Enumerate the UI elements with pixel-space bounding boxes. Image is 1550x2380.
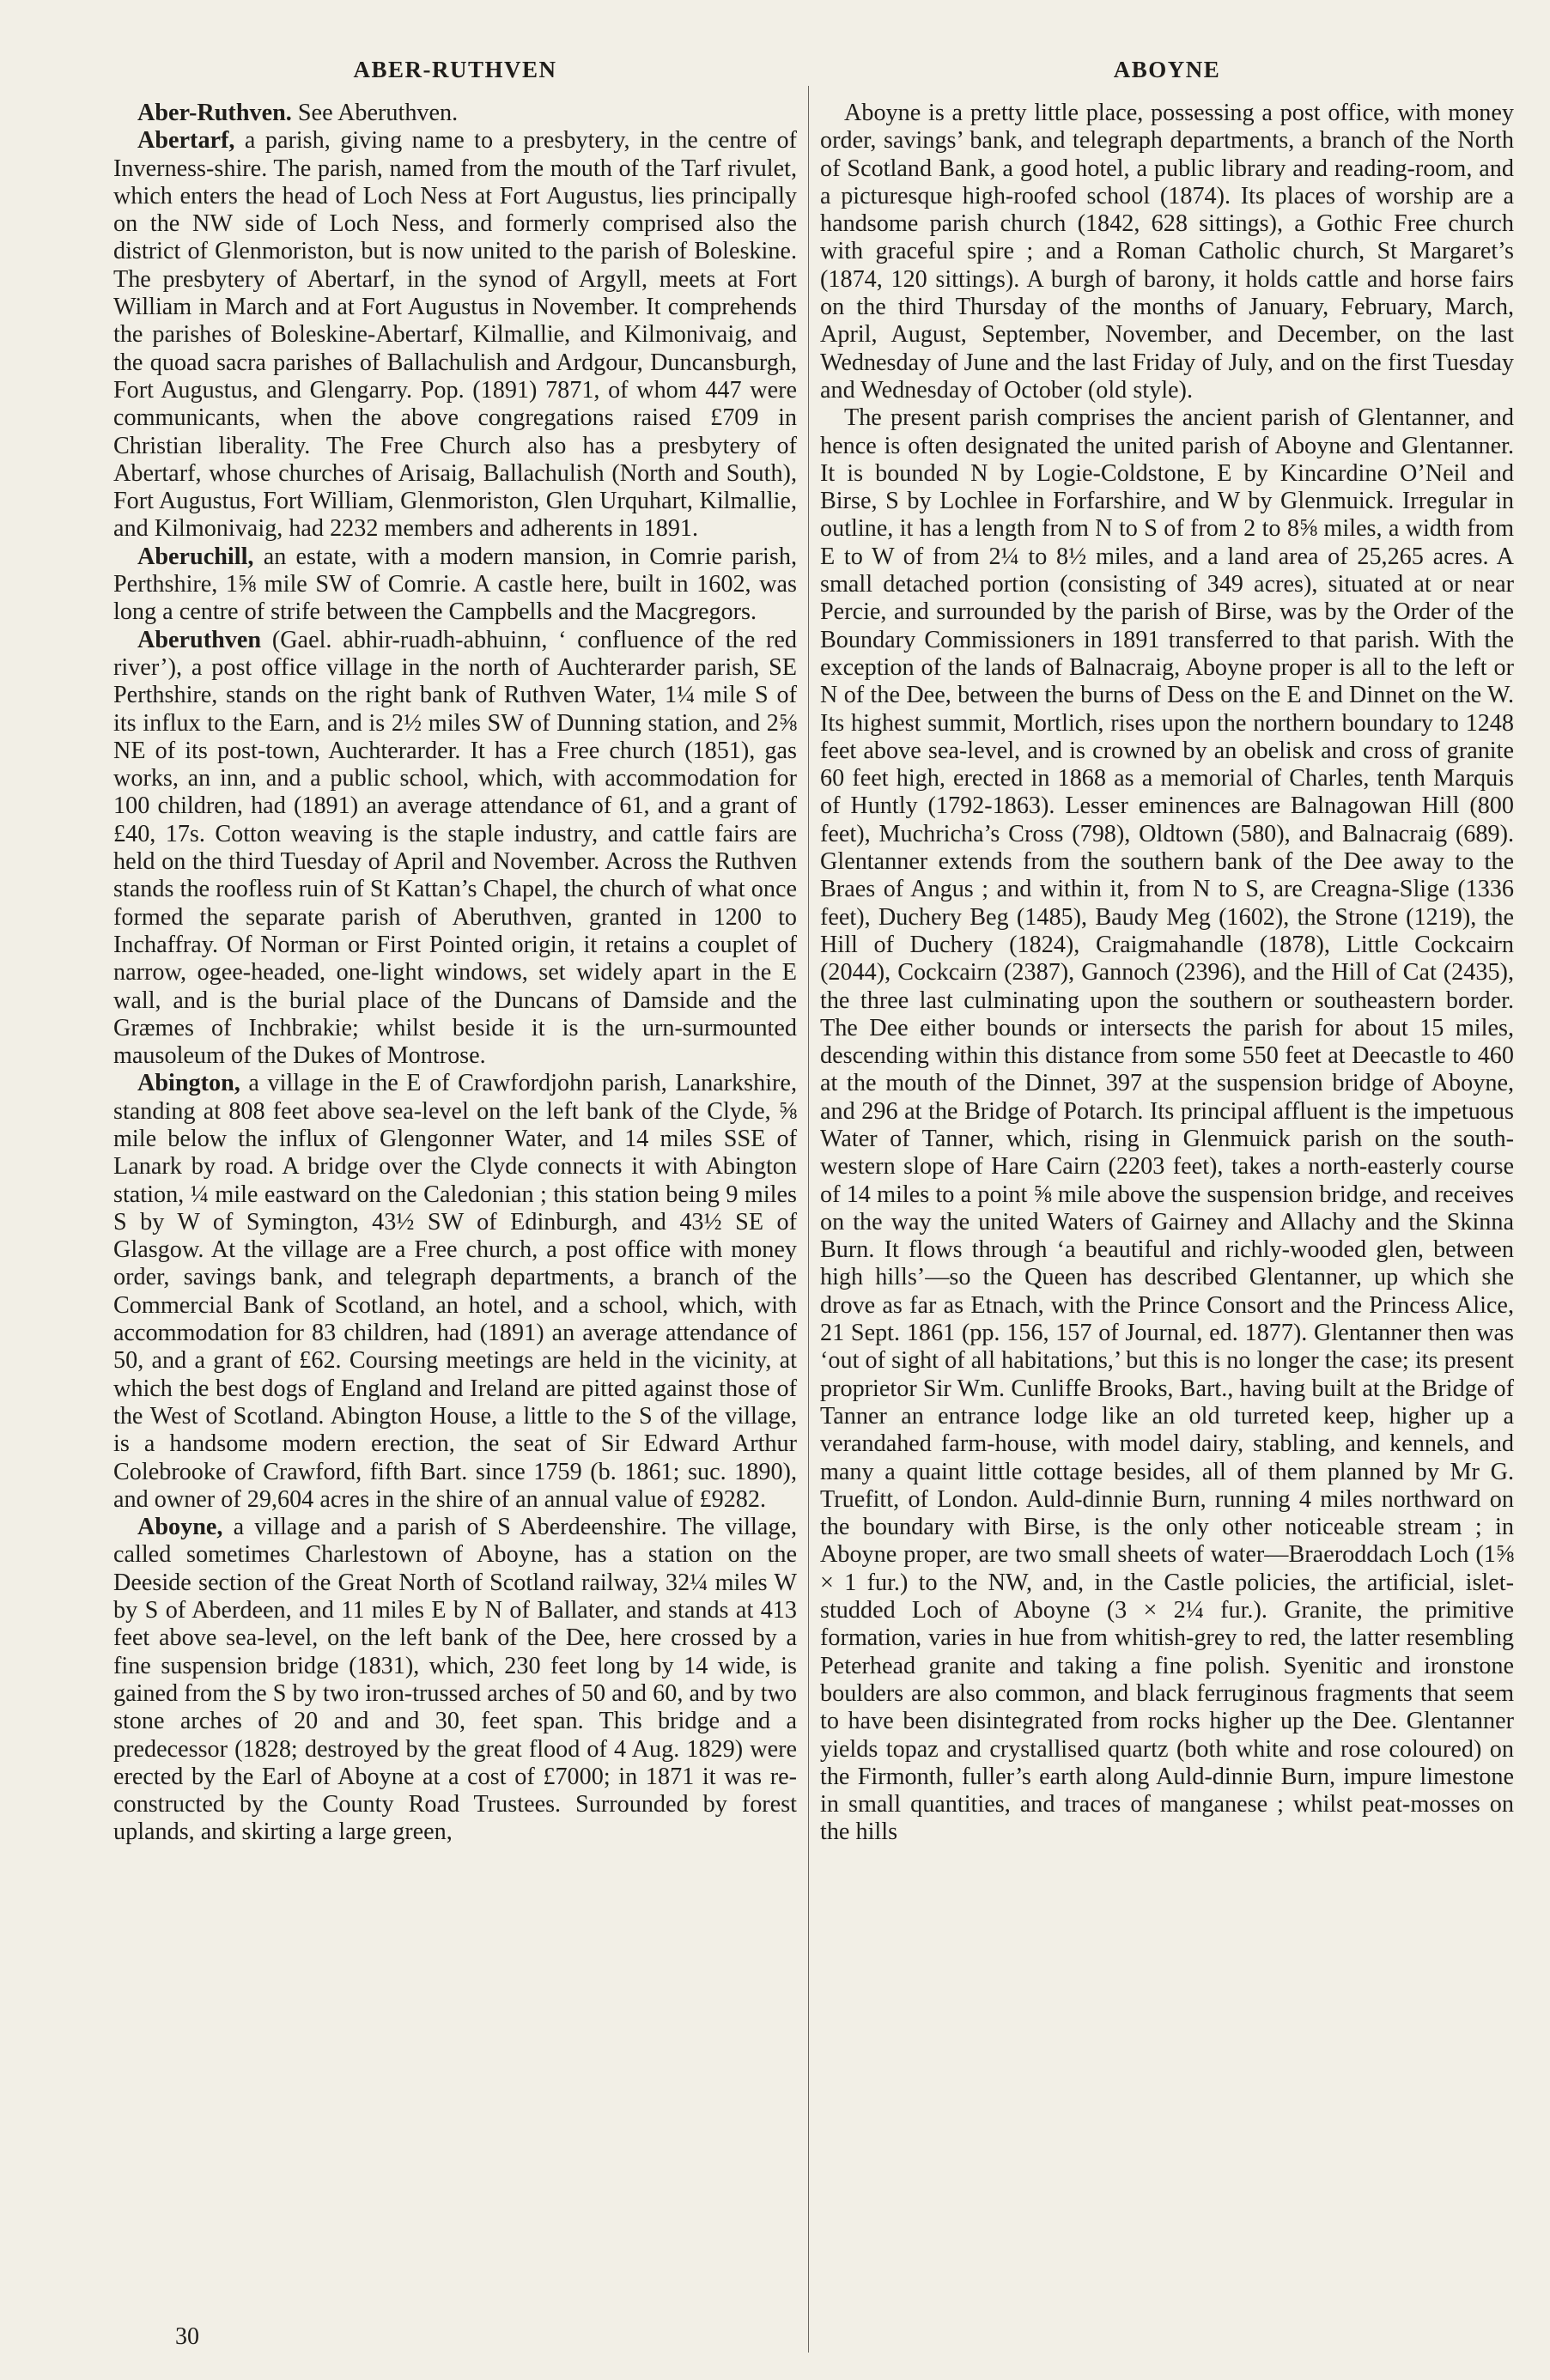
headword: Aberuchill, xyxy=(137,543,254,570)
headword: Aberuthven xyxy=(137,626,262,653)
entry-abington xyxy=(113,1070,797,1514)
paragraph: The present parish comprises the ancient parish of Glentanner, and hence is often designated the united parish of Aboyne and Glentanner. It is bounded N by Logie-Coldstone, E by Kincardine O’Neil and Birse, S by Lochlee in Forfarshire, and W by Glenmuick. Irregular in outline, it has a length from N to S of from 2 to 8⅝ miles, a width from E to W of from 2¼ to 8½ miles, and a land area of 25,265 acres. A small detached portion (consisting of 349 acres), situated at or near Percie, and surrounded by the parish of Birse, was by the Order of the Boundary Commissioners in 1891 transferred to that parish. With the exception of the lands of Balnacraig, Aboyne proper is all to the left or N of the Dee, between the burns of Dess on the E and Dinnet on the W. Its highest summit, Mortlich, rises upon the northern boundary to 1248 feet above sea-level, and is crowned by an obelisk and cross of granite 60 feet high, erected in 1868 as a memorial of Charles, tenth Marquis of Huntly (1792-1863). Lesser eminences are Balnagowan Hill (800 feet), Muchricha’s Cross (798), Oldtown (580), and Balnacraig (689). Glentanner extends from the southern bank of the Dee away to the Braes of Angus ; and within it, from N to S, are Creagna-Slige (1336 feet), Duchery Beg (1485), Baudy Meg (1602), the Strone (1219), the Hill of Duchery (1824), Craigmahandle (1878), Little Cockcairn (2044), Cockcairn (2387), Gannoch (2396), and the Hill of Cat (2435), the three last culminating upon the southern or southeastern border. The Dee either bounds or intersects the parish for about 15 miles, descending within this distance from some 550 feet at Deecastle to 460 at the mouth of the Dinnet, 397 at the suspension bridge of Aboyne, and 296 at the Bridge of Potarch. Its principal affluent is the impetuous Water of Tanner, which, rising in Glenmuick parish on the south-western slope of Hare Cairn (2203 feet), takes a north-easterly course of 14 miles to a point ⅝ mile above the suspension bridge, and receives on the way the united Waters of Gairney and Allachy and the Skinna Burn. It flows through ‘a beautiful and richly-wooded glen, between high hills’—so the Queen has described Glentanner, up which she drove as far as Etnach, with the Prince Consort and the Princess Alice, 21 Sept. 1861 (pp. 156, 157 of Journal, ed. 1877). Glentanner then was ‘out of sight of all habitations,’ but this is no longer the case; its present proprietor Sir Wm. Cunliffe Brooks, Bart., having built at the Bridge of Tanner an entrance lodge like an old turreted keep, higher up a verandahed farm-house, with model dairy, stabling, and kennels, and many a quaint little cottage besides, all of them planned by Mr G. Truefitt, of London. Auld-dinnie Burn, running 4 miles northward on the boundary with Birse, is the only other noticeable stream ; in Aboyne proper, are two small sheets of water—Braeroddach Loch (1⅝ × 1 fur.) to the NW, and, in the Castle policies, the artificial, islet-studded Loch of Aboyne (3 × 2¼ fur.). Granite, the primitive formation, varies in hue from whitish-grey to red, the latter resembling Peterhead granite and taking a fine polish. Syenitic and ironstone boulders are also common, and black ferruginous fragments that seem to have been disintegrated from rocks higher up the Dee. Glentanner yields topaz and crystallised quartz (both white and rose coloured) on the Firmonth, fuller’s earth along Auld-dinnie Burn, impure limestone in small quantities, and traces of manganese ; whilst peat-mosses on the hills xyxy=(820,404,1514,1846)
running-head-left: ABER-RUTHVEN xyxy=(353,57,557,82)
entry-text: See Aberuthven. xyxy=(291,100,459,126)
right-column xyxy=(820,100,1514,1847)
page-number: 30 xyxy=(175,2323,199,2350)
column-divider xyxy=(808,86,809,2353)
entry-aberuthven xyxy=(113,627,797,1071)
entry-abertarf xyxy=(113,127,797,543)
entry-text: an estate, with a modern mansion, in Comrie parish, Perthshire, 1⅝ mile SW of Comrie. A castle here, built in 1602, was long a centre of strife between the Campbells and the Macgregors. xyxy=(113,543,797,626)
headword: Aboyne, xyxy=(137,1514,223,1541)
entry-aber-ruthven xyxy=(113,100,797,127)
entry-text: (Gael. abhir-ruadh-abhuinn, ‘ confluence of the red river’), a post office village in the north of Auchterarder parish, SE Perthshire, stands on the right bank of Ruthven Water, 1¼ mile S of its influx to the Earn, and is 2½ miles SW of Dunning station, and 2⅝ NE of its post-town, Auchterarder. It has a Free church (1851), gas works, an inn, and a public school, which, with accommodation for 100 children, had (1891) an average attendance of 61, and a grant of £40, 17s. Cotton weaving is the staple industry, and cattle fairs are held on the third Tuesday of April and November. Across the Ruthven stands the roofless ruin of St Kattan’s Chapel, the church of what once formed the separate parish of Aberuthven, granted in 1200 to Inchaffray. Of Norman or First Pointed origin, it retains a couplet of narrow, ogee-headed, one-light windows, set widely apart in the E wall, and is the burial place of the Duncans of Damside and the Græmes of Inchbrakie; whilst beside it is the urn-surmounted mausoleum of the Dukes of Montrose. xyxy=(113,626,797,1070)
headword: Abington, xyxy=(137,1070,240,1097)
headword: Aber-Ruthven. xyxy=(137,100,292,126)
entry-aboyne xyxy=(113,1514,797,1847)
entry-text: a village in the E of Crawfordjohn parish, Lanarkshire, standing at 808 feet above sea-level on the left bank of the Clyde, ⅝ mile below the influx of Glengonner Water, and 14 miles SSE of Lanark by road. A bridge over the Clyde connects it with Abington station, ¼ mile eastward on the Caledonian ; this station being 9 miles S by W of Symington, 43½ SW of Edinburgh, and 43½ SE of Glasgow. At the village are a Free church, a post office with money order, savings bank, and telegraph departments, a branch of the Commercial Bank of Scotland, an hotel, and a school, which, with accommodation for 83 children, had (1891) an average attendance of 50, and a grant of £62. Coursing meetings are held in the vicinity, at which the best dogs of England and Ireland are pitted against those of the West of Scotland. Abington House, a little to the S of the village, is a handsome modern erection, the seat of Sir Edward Arthur Colebrooke of Crawford, fifth Bart. since 1759 (b. 1861; suc. 1890), and owner of 29,604 acres in the shire of an annual value of £9282. xyxy=(113,1070,797,1513)
left-column xyxy=(113,100,797,1847)
entry-text: a parish, giving name to a presbytery, in the centre of Inverness-shire. The parish, named from the mouth of the Tarf rivulet, which enters the head of Loch Ness at Fort Augustus, lies principally on the NW side of Loch Ness, and formerly comprised also the district of Glenmoriston, but is now united to the parish of Boleskine. The presbytery of Abertarf, in the synod of Argyll, meets at Fort William in March and at Fort Augustus in November. It comprehends the parishes of Boleskine-Abertarf, Kilmallie, and Kilmonivaig, and the quoad sacra parishes of Ballachulish and Ardgour, Duncansburgh, Fort Augustus, and Glengarry. Pop. (1891) 7871, of whom 447 were communicants, when the above congregations raised £709 in Christian liberality. The Free Church also has a presbytery of Abertarf, whose churches of Arisaig, Ballachulish (North and South), Fort Augustus, Fort William, Glenmoriston, Glen Urquhart, Kilmallie, and Kilmonivaig, had 2232 members and adherents in 1891. xyxy=(113,127,797,543)
paragraph: Aboyne is a pretty little place, possessing a post office, with money order, savings’ bank, and telegraph departments, a branch of the North of Scotland Bank, a good hotel, a public library and reading-room, and a picturesque high-roofed school (1874). Its places of worship are a handsome parish church (1842, 628 sittings), a Gothic Free church with graceful spire ; and a Roman Catholic church, St Margaret’s (1874, 120 sittings). A burgh of barony, it holds cattle and horse fairs on the third Thursday of the months of January, February, March, April, August, September, November, and December, on the last Wednesday of June and the last Friday of July, and on the first Tuesday and Wednesday of October (old style). xyxy=(820,100,1514,404)
entry-aberuchill xyxy=(113,543,797,627)
headword: Abertarf, xyxy=(137,127,235,155)
entry-text: a village and a parish of S Aberdeenshire. The village, called sometimes Charlestown of Aboyne, has a station on the Deeside section of the Great North of Scotland railway, 32¼ miles W by S of Aberdeen, and 11 miles E by N of Ballater, and stands at 413 feet above sea-level, on the left bank of the Dee, here crossed by a fine suspension bridge (1831), which, 230 feet long by 14 wide, is gained from the S by two iron-trussed arches of 50 and 60, and by two stone arches of 20 and and 30, feet span. This bridge and a predecessor (1828; destroyed by the great flood of 4 Aug. 1829) were erected by the Earl of Aboyne at a cost of £7000; in 1871 it was re-constructed by the County Road Trustees. Surrounded by forest uplands, and skirting a large green, xyxy=(113,1514,797,1846)
running-head-right: ABOYNE xyxy=(1113,57,1221,82)
